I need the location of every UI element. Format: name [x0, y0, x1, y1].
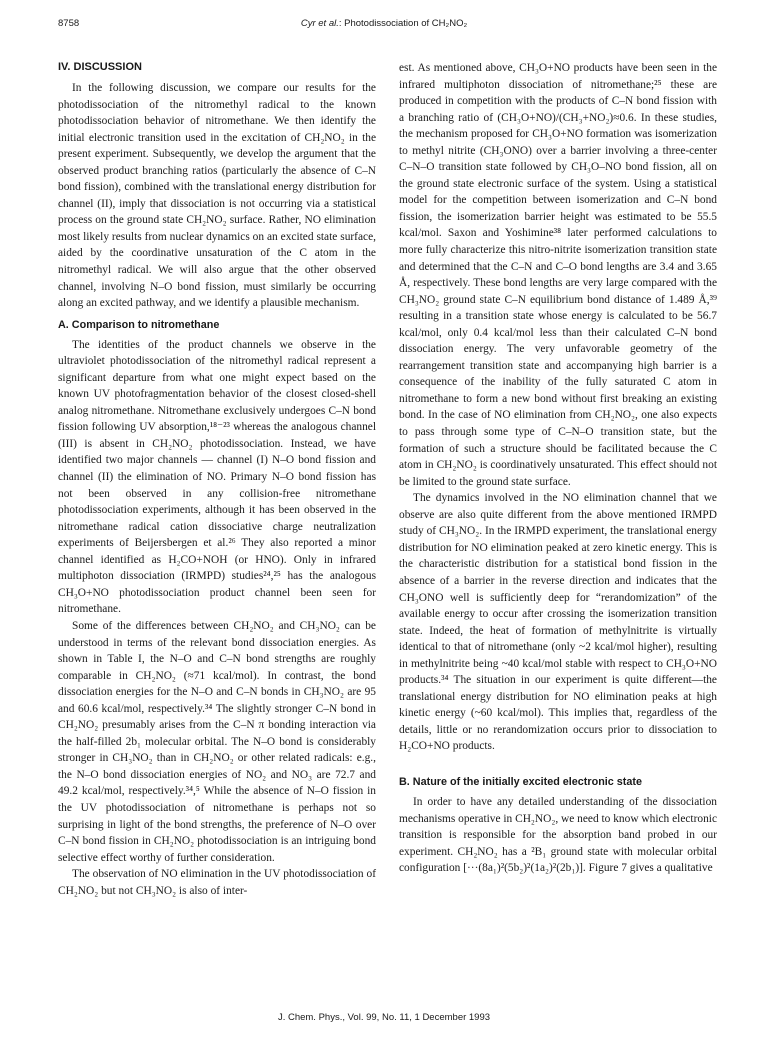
paragraph-b1: In order to have any detailed understanding of the dissociation mechanisms operative in CH₂NO₂, we need to know which electronic transition is responsible for the absorption band probed in our experiment. CH₂NO₂ has a ²B₁ ground state with molecular orbital configuration [···(8a₁)²(5b₂)²(1a₂)²(2b₁)]. Figure 7 gives a qualitative — [399, 795, 717, 875]
journal-footer: J. Chem. Phys., Vol. 99, No. 11, 1 December 1993 — [277, 1012, 491, 1023]
page-number: 8758 — [58, 18, 80, 29]
paragraph-a3: The observation of NO elimination in the UV photodissociation of CH₂NO₂ but not CH₃NO₂ is also of inter- — [58, 868, 376, 897]
subsection-heading-a: A. Comparison to nitromethane — [58, 318, 220, 331]
running-header — [58, 18, 710, 34]
subsection-heading-b: B. Nature of the initially excited electronic state — [399, 775, 642, 788]
running-title-text: : Photodissociation of CH₂NO₂ — [338, 18, 468, 29]
paragraph-intro: In the following discussion, we compare our results for the photodissociation of the nitromethyl radical to the known photodissociation behavior of nitromethane. We then identify the initial electronic transition used in the excitation of CH₂NO₂ in the present experiment. Subsequently, we develop the argument that the observed product branching ratios (particularly the absence of C–N bond fission), combined with the translational energy distribution for channel (II), imply that dissociation is not occurring via a statistical process on the ground state CH₂NO₂ surface. Rather, NO elimination most likely results from nuclear dynamics on an excited state surface, aided by the coordinative unsaturation of the C atom in the nitromethyl radical. We will also argue that the other observed channel, involving N–O bond fission, must similarly be occurring along an excited pathway, and we identify a plausible mechanism. — [58, 82, 376, 310]
running-title — [58, 18, 710, 29]
section-heading-discussion: IV. DISCUSSION — [58, 61, 142, 73]
paragraph-a2: Some of the differences between CH₂NO₂ and CH₃NO₂ can be understood in terms of the relevant bond dissociation energies. As shown in Table I, the N–O and C–N bond strengths are roughly comparable in CH₂NO₂ (≈71 kcal/mol). In contrast, the bond dissociation energies for the N–O and C–N bonds in CH₃NO₂ are 95 and 60.6 kcal/mol, respectively.³⁴ The slightly stronger C–N bond in CH₂NO₂ presumably arises from the C–N π bonding interaction via the half-filled 2b₁ molecular orbital. The N–O bond is considerably stronger in CH₃NO₂ than in CH₂NO₂ or other related radicals: e.g., the N–O bond dissociation energies of NO₂ and NO₃ are 72.7 and 49.2 kcal/mol, respectively.³⁴,⁵ While the absence of N–O fission in the UV photodissociation of nitromethane is perhaps not so surprising in light of the bond strengths, the preference of N–O over C–N bond fission in CH₂NO₂ photodissociation is an intriguing bond selective effect worthy of further consideration. — [58, 619, 376, 864]
paragraph-r2: The dynamics involved in the NO elimination channel that we observe are also quite different from the above mentioned IRMPD study of CH₃NO₂. In the IRMPD experiment, the translational energy distribution for NO elimination peaked at zero kinetic energy. This is the characteristic distribution for a statistical bond fission in the absence of a barrier in the reverse direction and indicates that the CH₃ONO well is sufficiently deep for “rerandomization” of the available energy to occur after crossing the isomerization transition state. Indeed, the heat of formation of methylnitrite is virtually identical to that of nitromethane (only ~2 kcal/mol higher), resulting in methylnitrite being ~40 kcal/mol stable with respect to CH₃O+NO products.³⁴ The situation in our experiment is quite different—the translational energy distribution for NO elimination peaks at high kinetic energy (~60 kcal/mol). This implies that, regardless of the details, little or no rerandomization occurs prior to dissociation to H₂CO+NO products. — [399, 492, 717, 753]
paragraph-r1: est. As mentioned above, CH₃O+NO products have been seen in the infrared multiphoton dissociation of nitromethane;²⁵ these are produced in competition with the products of C–N bond fission with a branching ratio of (CH₃O+NO)/(CH₃+NO₂)≈0.6. In these studies, the mechanism proposed for CH₃O+NO formation was isomerization to methyl nitrite (CH₃ONO) over a barrier involving a three-center C–N–O transition state followed by CH₃O–NO bond fission, all on the ground state electronic surface of the system. Using a statistical model for the competition between isomerization and C–N bond fission, the isomerization barrier height was estimated to be 55.5 kcal/mol. Saxon and Yoshimine³⁸ later performed calculations to more fully characterize this nitro-nitrite isomerization transition state and determined that the C–N and C–O bond lengths are 3.4 and 3.65 Å, respectively. These bond lengths are very large compared with the CH₃NO₂ ground state C–N equilibrium bond distance of 1.489 Å,³⁹ resulting in a transition state whose energy is calculated to be 56.7 kcal/mol, only 0.4 kcal/mol less than their calculated C–N bond dissociation energy. The very unfavorable geometry of the rearrangement transition state and accompanying high barrier is a consequence of the inability of the fully saturated C atom in nitromethane to form a new bond without first breaking an existing bond. In the case of NO elimination from CH₂NO₂, one also expects to pass through some type of C–N–O transition state, but the formation of such a structure should be facilitated because the C atom in CH₂NO₂ is coordinatively unsaturated. This effect should not be limited to the ground state surface. — [399, 62, 717, 488]
left-column — [58, 60, 376, 899]
paragraph-a1: The identities of the product channels we observe in the ultraviolet photodissociation of the nitromethyl radical represent a significant departure from what one might expect based on the known UV photofragmentation behavior of the closest closed-shell analog nitromethane. Nitromethane exclusively undergoes C–N bond fission following UV absorption,¹⁸⁻²³ whereas the analogous channel (III) is absent in CH₂NO₂ photodissociation. Instead, we have identified two major channels — channel (I) N–O bond fission and channel (II) the elimination of NO. Primary N–O bond fission has not been observed in any collision-free nitromethane photodissociation experiments, although it has been observed in the nitromethane radical cation dissociative charge neutralization experiments of Beijersbergen et al.²⁶ They also reported a minor channel identified as H₂CO+NOH (or HNO). Only in infrared multiphoton dissociation (IRMPD) studies²⁴,²⁵ has the analogous CH₃O+NO photodissociation product channel been seen for nitromethane. — [58, 338, 376, 616]
running-title-authors: Cyr et al. — [300, 18, 339, 29]
right-column — [399, 60, 717, 877]
